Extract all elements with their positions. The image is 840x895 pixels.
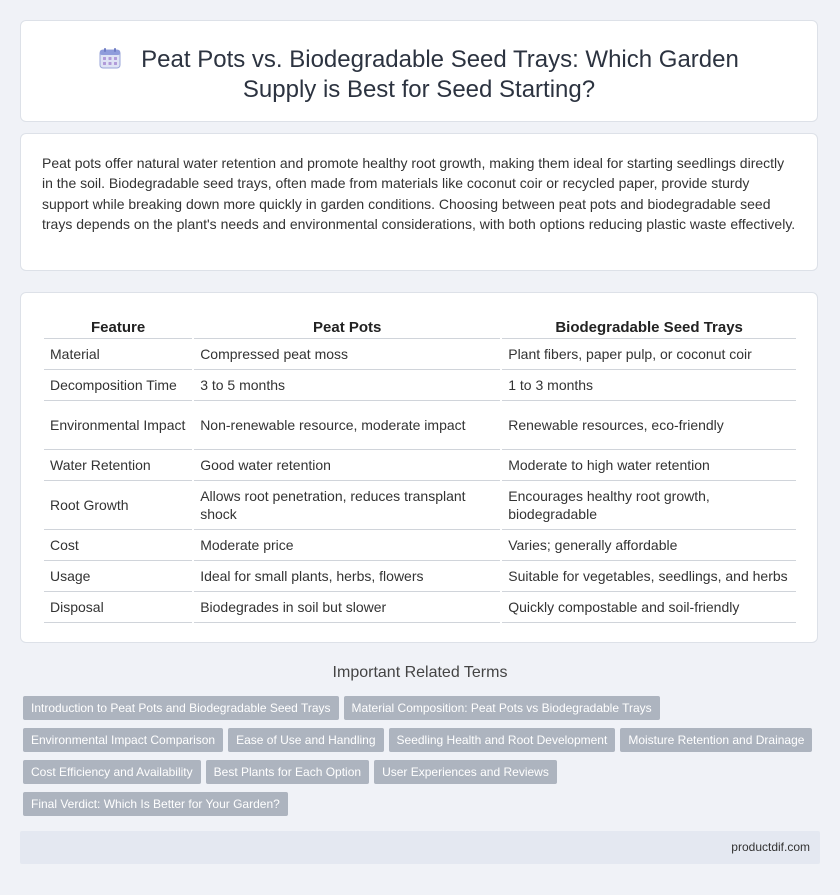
column-header-feature: Feature bbox=[44, 314, 192, 339]
related-terms-heading: Important Related Terms bbox=[332, 664, 508, 681]
peat-pots-cell: Non-renewable resource, moderate impact bbox=[194, 401, 500, 450]
related-term-tag[interactable]: Material Composition: Peat Pots vs Biodegradable Trays bbox=[344, 696, 660, 720]
related-term-tag[interactable]: Final Verdict: Which Is Better for Your Garden? bbox=[23, 792, 288, 816]
trays-cell: Varies; generally affordable bbox=[502, 530, 796, 561]
table-row bbox=[44, 370, 796, 401]
intro-paragraph: Peat pots offer natural water retention and promote healthy root growth, making them ideal for starting seedlings directly in the soil. Biodegradable seed trays, often made from materials like coconut coir or recycled paper, provide sturdy support while breaking down more quickly in garden conditions. Choosing between peat pots and biodegradable seed trays depends on the plant's needs and environmental considerations, with both options reducing plastic waste effectively. bbox=[42, 155, 796, 232]
table-row bbox=[44, 481, 796, 530]
footer bbox=[20, 831, 820, 864]
trays-cell: Plant fibers, paper pulp, or coconut coir bbox=[502, 339, 796, 370]
peat-pots-cell: Ideal for small plants, herbs, flowers bbox=[194, 561, 500, 592]
column-header-peat-pots: Peat Pots bbox=[194, 314, 500, 339]
feature-cell: Decomposition Time bbox=[44, 370, 192, 401]
related-term-tag[interactable]: Environmental Impact Comparison bbox=[23, 728, 223, 752]
trays-cell: 1 to 3 months bbox=[502, 370, 796, 401]
tag-row bbox=[23, 760, 823, 792]
table-row bbox=[44, 530, 796, 561]
trays-cell: Moderate to high water retention bbox=[502, 450, 796, 481]
table-row bbox=[44, 561, 796, 592]
related-term-tag[interactable]: Seedling Health and Root Development bbox=[389, 728, 616, 752]
feature-cell: Root Growth bbox=[44, 481, 192, 530]
trays-cell: Quickly compostable and soil-friendly bbox=[502, 592, 796, 623]
column-header-biodegradable-trays: Biodegradable Seed Trays bbox=[502, 314, 796, 339]
peat-pots-cell: Compressed peat moss bbox=[194, 339, 500, 370]
peat-pots-cell: 3 to 5 months bbox=[194, 370, 500, 401]
table-row bbox=[44, 592, 796, 623]
related-term-tag[interactable]: User Experiences and Reviews bbox=[374, 760, 557, 784]
calendar-icon bbox=[99, 47, 121, 69]
page-title-text: Peat Pots vs. Biodegradable Seed Trays: Which Garden Supply is Best for Seed Starting? bbox=[141, 46, 739, 103]
trays-cell: Encourages healthy root growth, biodegradable bbox=[502, 481, 796, 530]
feature-cell: Material bbox=[44, 339, 192, 370]
peat-pots-cell: Good water retention bbox=[194, 450, 500, 481]
comparison-card bbox=[20, 292, 818, 643]
tag-row bbox=[23, 792, 823, 824]
title-wrap bbox=[61, 45, 777, 105]
page-title bbox=[61, 45, 777, 105]
footer-site-name: productdif.com bbox=[731, 840, 810, 854]
trays-cell: Suitable for vegetables, seedlings, and herbs bbox=[502, 561, 796, 592]
feature-cell: Environmental Impact bbox=[44, 401, 192, 450]
related-term-tag[interactable]: Introduction to Peat Pots and Biodegradable Seed Trays bbox=[23, 696, 339, 720]
related-term-tag[interactable]: Moisture Retention and Drainage bbox=[620, 728, 812, 752]
title-card bbox=[20, 20, 818, 122]
peat-pots-cell: Allows root penetration, reduces transplant shock bbox=[194, 481, 500, 530]
related-term-tag[interactable]: Cost Efficiency and Availability bbox=[23, 760, 201, 784]
trays-cell: Renewable resources, eco-friendly bbox=[502, 401, 796, 450]
feature-cell: Water Retention bbox=[44, 450, 192, 481]
feature-cell: Cost bbox=[44, 530, 192, 561]
feature-cell: Disposal bbox=[44, 592, 192, 623]
table-row bbox=[44, 339, 796, 370]
peat-pots-cell: Moderate price bbox=[194, 530, 500, 561]
related-term-tag[interactable]: Best Plants for Each Option bbox=[206, 760, 369, 784]
intro-card bbox=[20, 133, 818, 271]
related-term-tag[interactable]: Ease of Use and Handling bbox=[228, 728, 383, 752]
table-row bbox=[44, 401, 796, 450]
feature-cell: Usage bbox=[44, 561, 192, 592]
comparison-table bbox=[42, 314, 798, 623]
table-row bbox=[44, 450, 796, 481]
tag-row bbox=[23, 728, 823, 760]
peat-pots-cell: Biodegrades in soil but slower bbox=[194, 592, 500, 623]
table-header-row bbox=[44, 314, 796, 339]
related-terms-list bbox=[23, 696, 823, 824]
tag-row bbox=[23, 696, 823, 728]
